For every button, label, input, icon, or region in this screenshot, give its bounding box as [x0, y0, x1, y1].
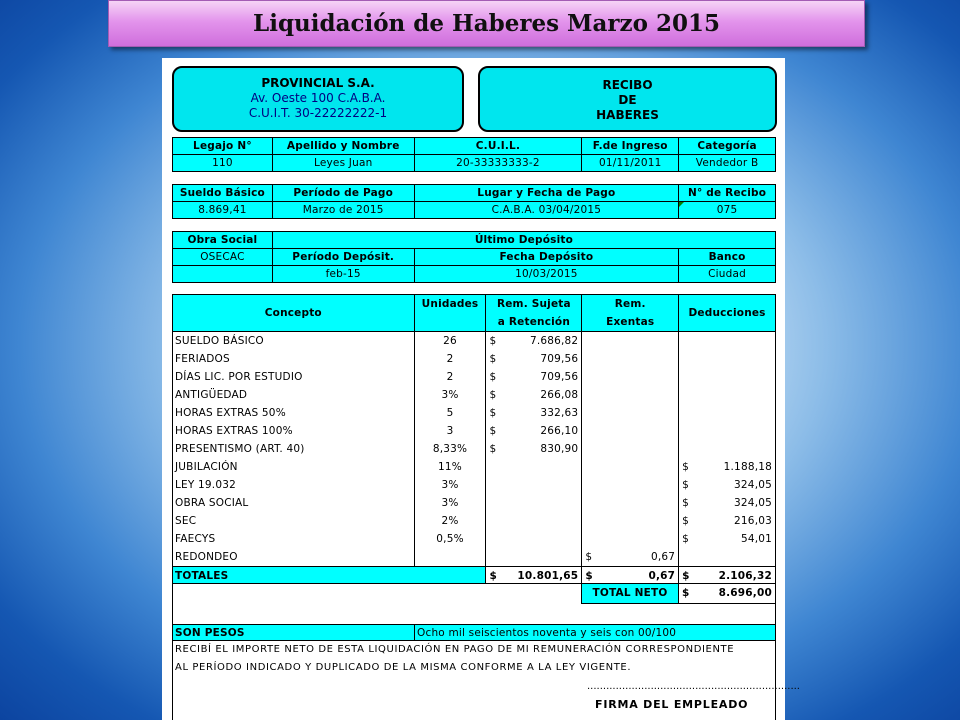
header-obra-social: Obra Social	[173, 232, 273, 248]
rem-exentas-cell	[582, 530, 679, 548]
unidades-cell: 2%	[415, 512, 487, 530]
rem-sujeta-cell: $ 830,90	[486, 440, 582, 458]
header-apellido-nombre: Apellido y Nombre	[273, 138, 415, 154]
legajo-value: 110	[173, 155, 273, 171]
header-fecha-deposito: Fecha Depósito	[415, 249, 680, 265]
rem-exentas-cell	[582, 476, 679, 494]
deducciones-cell	[679, 548, 776, 566]
header-cuil: C.U.I.L.	[415, 138, 583, 154]
employee-header-row	[172, 137, 776, 154]
total-neto-spacer	[172, 584, 582, 604]
total-neto-row	[172, 584, 776, 604]
page-title: Liquidación de Haberes Marzo 2015	[253, 10, 720, 37]
table-row	[172, 476, 776, 494]
unidades-cell: 8,33%	[415, 440, 487, 458]
concepto-cell: FAECYS	[173, 530, 415, 548]
unidades-cell: 5	[415, 404, 487, 422]
unidades-cell: 11%	[415, 458, 487, 476]
deducciones-cell: $ 1.188,18	[679, 458, 776, 476]
header-rem-exentas: Rem. Exentas	[582, 295, 679, 331]
concepto-cell: SEC	[173, 512, 415, 530]
table-row	[172, 386, 776, 404]
total-neto-value: $ 8.696,00	[679, 584, 776, 604]
concepto-cell: FERIADOS	[173, 350, 415, 368]
deposit-empty-cell	[173, 266, 273, 282]
declaration-line-2: AL PERÍODO INDICADO Y DUPLICADO DE LA MISMA CONFORME A LA LEY VIGENTE.	[175, 662, 632, 673]
recibo-line-2: DE	[618, 93, 637, 107]
concepts-table-header	[172, 294, 776, 332]
rem-sujeta-cell	[486, 458, 582, 476]
totals-rem-sujeta: $ 10.801,65	[486, 567, 582, 583]
rem-exentas-cell	[582, 368, 679, 386]
rem-sujeta-cell: $ 7.686,82	[486, 332, 582, 350]
signature-line: ...................................................................	[587, 681, 800, 692]
rem-exentas-cell	[582, 350, 679, 368]
comment-marker	[679, 202, 684, 207]
rem-sujeta-cell	[486, 476, 582, 494]
header-banco: Banco	[679, 249, 776, 265]
totals-label: TOTALES	[173, 567, 486, 583]
payment-value-row	[172, 201, 776, 219]
concepto-cell: REDONDEO	[173, 548, 415, 566]
rem-sujeta-cell	[486, 494, 582, 512]
concepto-cell: HORAS EXTRAS 100%	[173, 422, 415, 440]
rem-exentas-cell	[582, 386, 679, 404]
fecha-deposito-value: 10/03/2015	[415, 266, 680, 282]
table-row	[172, 332, 776, 350]
obra-social-value: OSECAC	[173, 249, 273, 265]
rem-sujeta-cell	[486, 548, 582, 566]
categoria-value: Vendedor B	[679, 155, 776, 171]
concepto-cell: DÍAS LIC. POR ESTUDIO	[173, 368, 415, 386]
declaration-line-1: RECIBÍ EL IMPORTE NETO DE ESTA LIQUIDACIÓN EN PAGO DE MI REMUNERACIÓN CORRESPONDIENTE	[175, 644, 735, 655]
rem-exentas-cell	[582, 422, 679, 440]
rem-sujeta-cell: $ 709,56	[486, 368, 582, 386]
apellido-nombre-value: Leyes Juan	[273, 155, 415, 171]
rem-sujeta-cell	[486, 512, 582, 530]
deposit-header-row	[172, 248, 776, 265]
deposit-value-row	[172, 265, 776, 283]
deducciones-cell: $ 216,03	[679, 512, 776, 530]
unidades-cell: 3%	[415, 386, 487, 404]
table-row	[172, 530, 776, 548]
deducciones-cell: $ 54,01	[679, 530, 776, 548]
unidades-cell: 0,5%	[415, 530, 487, 548]
unidades-cell: 2	[415, 368, 487, 386]
deducciones-cell: $ 324,05	[679, 494, 776, 512]
header-numero-recibo: N° de Recibo	[679, 185, 776, 201]
periodo-deposito-value: feb-15	[273, 266, 415, 282]
table-row	[172, 512, 776, 530]
company-name: PROVINCIAL S.A.	[261, 76, 375, 90]
header-legajo: Legajo N°	[173, 138, 273, 154]
concepto-cell: SUELDO BÁSICO	[173, 332, 415, 350]
company-cuit: C.U.I.T. 30-22222222-1	[248, 106, 388, 120]
table-row	[172, 548, 776, 566]
rem-sujeta-cell: $ 709,56	[486, 350, 582, 368]
deducciones-cell	[679, 422, 776, 440]
concepto-cell: HORAS EXTRAS 50%	[173, 404, 415, 422]
deducciones-cell: $ 324,05	[679, 476, 776, 494]
payslip-sheet	[162, 58, 800, 720]
header-rem-sujeta: Rem. Sujeta a Retención	[486, 295, 582, 331]
rem-exentas-cell: $ 0,67	[582, 548, 679, 566]
deposit-title-row	[172, 231, 776, 248]
totals-rem-exentas: $ 0,67	[582, 567, 679, 583]
header-lugar-fecha-pago: Lugar y Fecha de Pago	[415, 185, 680, 201]
recibo-box	[478, 66, 777, 132]
page-title-banner	[108, 0, 865, 47]
rem-sujeta-cell	[486, 530, 582, 548]
concepts-table	[172, 294, 776, 632]
rem-exentas-cell	[582, 440, 679, 458]
recibo-line-3: HABERES	[596, 108, 659, 122]
header-ultimo-deposito: Último Depósito	[273, 232, 776, 248]
rem-exentas-cell	[582, 458, 679, 476]
rem-sujeta-cell: $ 266,10	[486, 422, 582, 440]
company-address: Av. Oeste 100 C.A.B.A.	[250, 91, 386, 105]
totals-deducciones: $ 2.106,32	[679, 567, 776, 583]
table-row	[172, 422, 776, 440]
table-row	[172, 458, 776, 476]
son-pesos-label: SON PESOS	[173, 625, 415, 640]
rem-sujeta-cell: $ 266,08	[486, 386, 582, 404]
cuil-value: 20-33333333-2	[415, 155, 583, 171]
rem-exentas-cell	[582, 332, 679, 350]
fecha-ingreso-value: 01/11/2011	[582, 155, 679, 171]
table-row	[172, 404, 776, 422]
concepto-cell: ANTIGÜEDAD	[173, 386, 415, 404]
header-unidades: Unidades	[415, 295, 487, 331]
header-fecha-ingreso: F.de Ingreso	[582, 138, 679, 154]
signature-label: FIRMA DEL EMPLEADO	[595, 698, 749, 711]
company-box	[172, 66, 464, 132]
sueldo-basico-value: 8.869,41	[173, 202, 273, 218]
periodo-pago-value: Marzo de 2015	[273, 202, 415, 218]
header-sueldo-basico: Sueldo Básico	[173, 185, 273, 201]
unidades-cell: 2	[415, 350, 487, 368]
concepto-cell: LEY 19.032	[173, 476, 415, 494]
rem-sujeta-cell: $ 332,63	[486, 404, 582, 422]
payment-header-row	[172, 184, 776, 201]
header-periodo-deposito: Período Depósit.	[273, 249, 415, 265]
son-pesos-row	[172, 624, 776, 641]
totals-row	[172, 566, 776, 584]
deducciones-cell	[679, 332, 776, 350]
recibo-line-1: RECIBO	[602, 78, 653, 92]
concepto-cell: OBRA SOCIAL	[173, 494, 415, 512]
concepto-cell: JUBILACIÓN	[173, 458, 415, 476]
unidades-cell: 3%	[415, 494, 487, 512]
total-neto-label: TOTAL NETO	[582, 584, 679, 604]
table-row	[172, 494, 776, 512]
concepts-table-body	[172, 332, 776, 566]
son-pesos-value: Ocho mil seiscientos noventa y seis con 00/100	[415, 625, 775, 640]
numero-recibo-text: 075	[716, 204, 738, 216]
unidades-cell: 3%	[415, 476, 487, 494]
table-row	[172, 368, 776, 386]
unidades-cell: 3	[415, 422, 487, 440]
deducciones-cell	[679, 440, 776, 458]
deducciones-cell	[679, 350, 776, 368]
lugar-fecha-pago-value: C.A.B.A. 03/04/2015	[415, 202, 680, 218]
table-row	[172, 440, 776, 458]
header-categoria: Categoría	[679, 138, 776, 154]
header-periodo-pago: Período de Pago	[273, 185, 415, 201]
deducciones-cell	[679, 368, 776, 386]
table-row	[172, 350, 776, 368]
unidades-cell	[415, 548, 487, 566]
deducciones-cell	[679, 404, 776, 422]
rem-exentas-cell	[582, 494, 679, 512]
header-deducciones: Deducciones	[679, 295, 776, 331]
unidades-cell: 26	[415, 332, 487, 350]
header-concepto: Concepto	[173, 295, 415, 331]
rem-exentas-cell	[582, 512, 679, 530]
concepto-cell: PRESENTISMO (ART. 40)	[173, 440, 415, 458]
deducciones-cell	[679, 386, 776, 404]
numero-recibo-value	[679, 202, 776, 218]
rem-exentas-cell	[582, 404, 679, 422]
banco-value: Ciudad	[679, 266, 776, 282]
employee-value-row	[172, 154, 776, 172]
